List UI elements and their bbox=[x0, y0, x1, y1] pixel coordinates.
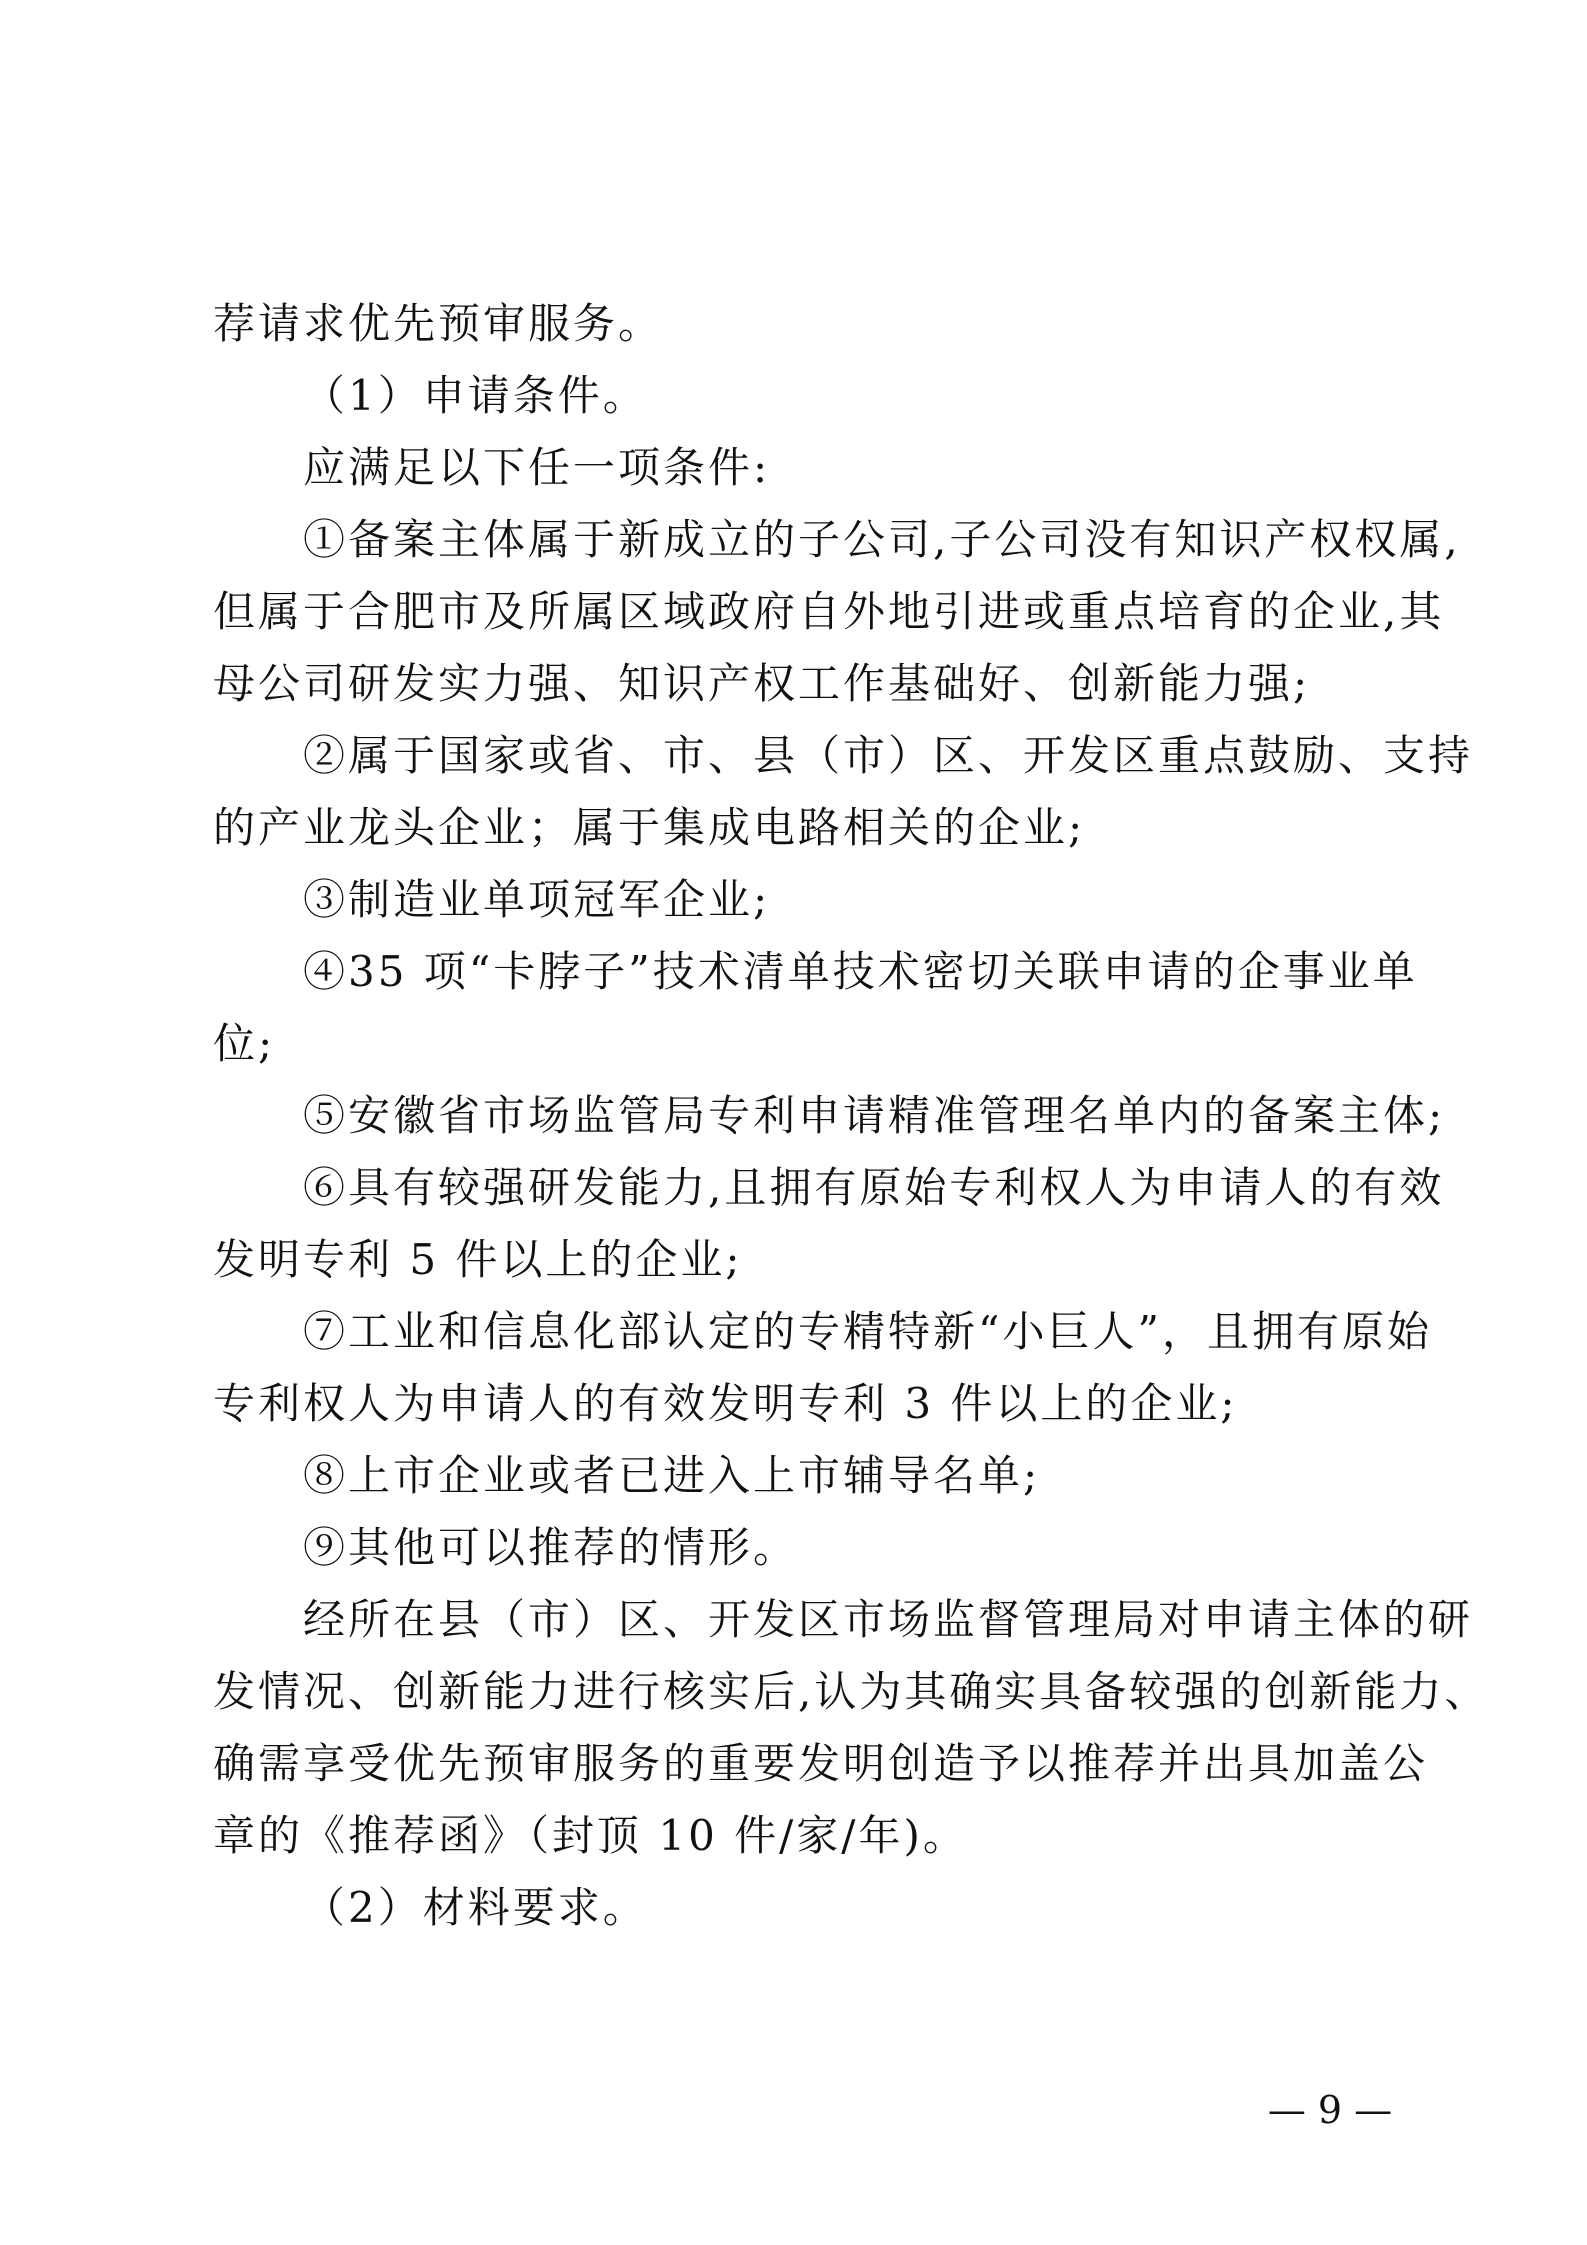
list-item-5: ⑤安徽省市场监管局专利申请精准管理名单内的备案主体; bbox=[303, 1091, 1446, 1140]
list-item-2: ②属于国家或省、市、县（市）区、开发区重点鼓励、支持 bbox=[303, 731, 1474, 780]
paragraph-line: 章的《推荐函》（封顶 10 件/家/年)。 bbox=[213, 1811, 968, 1860]
paragraph-line: 应满足以下任一项条件: bbox=[303, 443, 771, 492]
paragraph-line: 发明专利 5 件以上的企业; bbox=[213, 1235, 743, 1284]
paragraph-line: 专利权人为申请人的有效发明专利 3 件以上的企业; bbox=[213, 1379, 1238, 1428]
paragraph-line: 但属于合肥市及所属区域政府自外地引进或重点培育的企业,其 bbox=[213, 587, 1445, 636]
paragraph-line: 确需享受优先预审服务的重要发明创造予以推荐并出具加盖公 bbox=[213, 1739, 1429, 1788]
page-number: — 9 — bbox=[1267, 2088, 1393, 2132]
paragraph-line: 位; bbox=[213, 1019, 276, 1068]
paragraph-line: 的产业龙头企业；属于集成电路相关的企业; bbox=[213, 803, 1086, 852]
list-item-1: ①备案主体属于新成立的子公司,子公司没有知识产权权属, bbox=[303, 515, 1461, 564]
paragraph-line: 经所在县（市）区、开发区市场监督管理局对申请主体的研 bbox=[303, 1595, 1474, 1644]
list-item-7: ⑦工业和信息化部认定的专精特新“小巨人”，且拥有原始 bbox=[303, 1307, 1432, 1356]
paragraph-line: 母公司研发实力强、知识产权工作基础好、创新能力强; bbox=[213, 659, 1311, 708]
list-item-4: ④35 项“卡脖子”技术清单技术密切关联申请的企事业单 bbox=[303, 947, 1418, 996]
list-item-3: ③制造业单项冠军企业; bbox=[303, 875, 771, 924]
section-heading-application-conditions: （1）申请条件。 bbox=[303, 371, 648, 420]
paragraph-line: 荐请求优先预审服务。 bbox=[213, 299, 664, 348]
list-item-6: ⑥具有较强研发能力,且拥有原始专利权人为申请人的有效 bbox=[303, 1163, 1445, 1212]
list-item-9: ⑨其他可以推荐的情形。 bbox=[303, 1523, 799, 1572]
list-item-8: ⑧上市企业或者已进入上市辅导名单; bbox=[303, 1451, 1041, 1500]
body-text bbox=[213, 288, 1490, 1944]
section-heading-material-requirements: （2）材料要求。 bbox=[303, 1883, 648, 1932]
paragraph-line: 发情况、创新能力进行核实后,认为其确实具备较强的创新能力、 bbox=[213, 1667, 1490, 1716]
